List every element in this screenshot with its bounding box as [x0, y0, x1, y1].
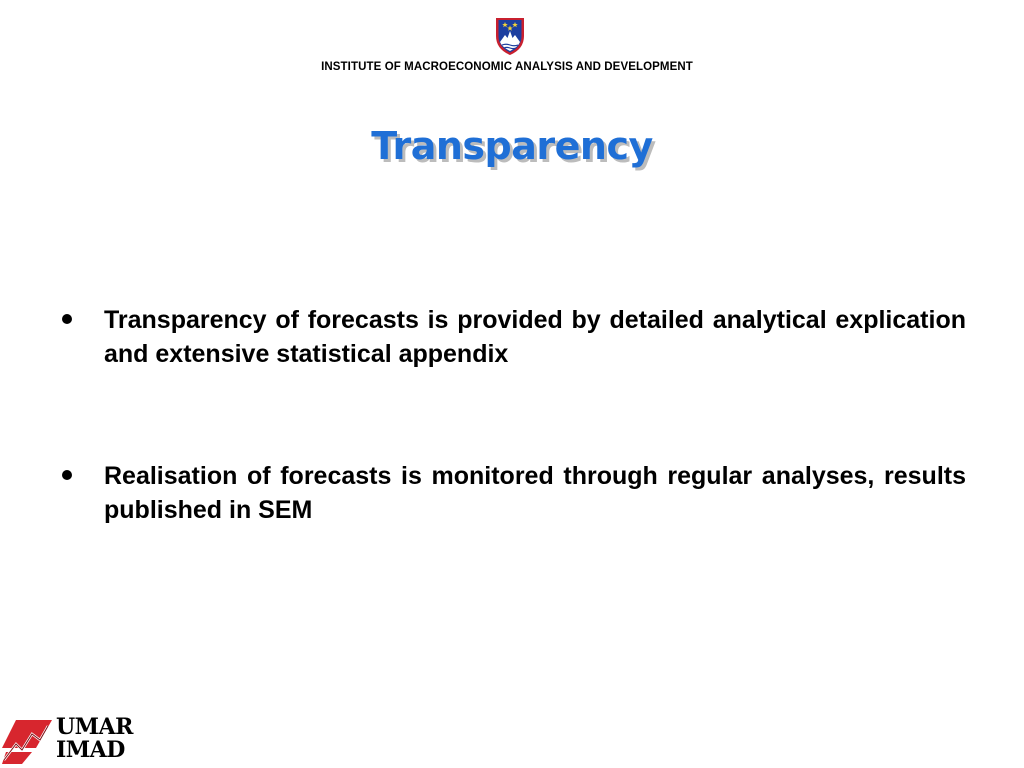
institute-name: INSTITUTE OF MACROECONOMIC ANALYSIS AND DEVELOPMENT	[321, 61, 693, 73]
slide-title: Transparency	[371, 124, 653, 168]
bullet-text: Transparency of forecasts is provided by detailed analytical explication and extensive statistical appendix	[104, 306, 966, 368]
logo-line-imad: IMAD	[56, 737, 125, 763]
logo-line-umar: UMAR	[56, 714, 133, 740]
bullet-item	[62, 459, 966, 527]
bullet-text: Realisation of forecasts is monitored through regular analyses, results published in SEM	[104, 462, 966, 524]
bullet-item	[62, 303, 966, 371]
logo-wordmark	[56, 716, 133, 762]
slovenia-coat-of-arms-icon	[493, 16, 527, 56]
bullet-marker	[62, 470, 72, 480]
bullet-marker	[62, 314, 72, 324]
umar-logo-mark-icon	[2, 714, 54, 766]
umar-imad-logo	[2, 714, 142, 766]
